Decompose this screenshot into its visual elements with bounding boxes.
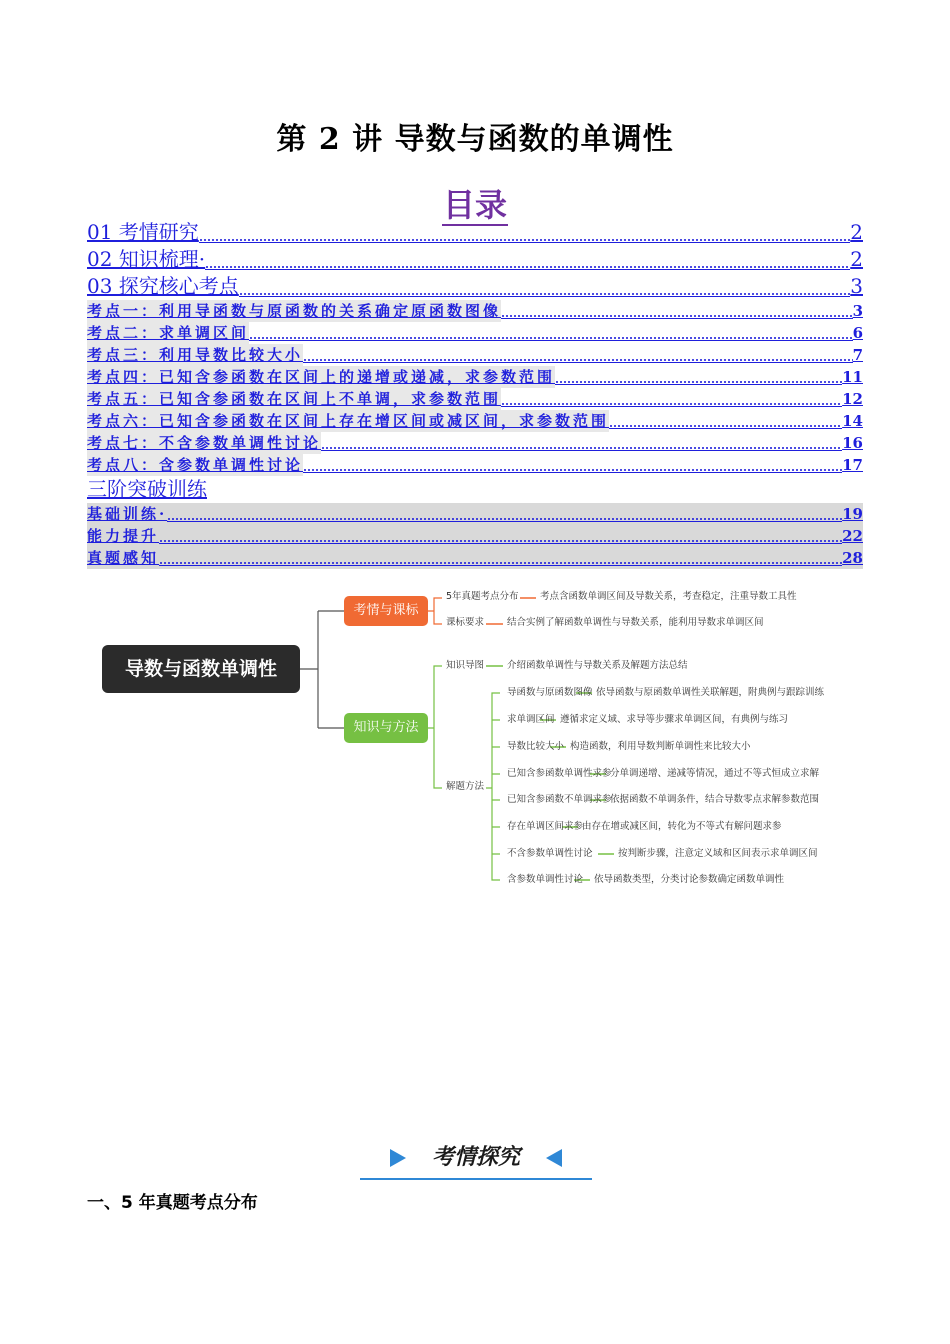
toc-entry-page: 2 <box>850 247 863 271</box>
toc-entry[interactable] <box>87 322 863 344</box>
toc-entry-page: 3 <box>852 302 863 320</box>
toc-entry-label: 考点二：求单调区间 <box>87 324 250 342</box>
toc-leader-dots <box>321 438 842 451</box>
mind-map <box>100 588 860 894</box>
toc-leader-dots <box>239 284 850 297</box>
mm-method-desc: 按判断步骤，注意定义域和区间表示求单调区间 <box>618 848 818 859</box>
toc-entry-page: 22 <box>842 527 863 545</box>
toc-entry-page: 12 <box>842 390 863 408</box>
toc-entry-page: 28 <box>842 549 863 567</box>
toc-entry-label: 考点三：利用导数比较大小 <box>87 346 304 364</box>
toc-entry[interactable] <box>87 300 863 322</box>
toc-entry-label: 考点一：利用导函数与原函数的关系确定原函数图像 <box>87 302 502 320</box>
mm-method-key: 导函数与原函数图像 <box>507 687 593 698</box>
mm-method-key: 导数比较大小 <box>507 741 565 752</box>
mm-method-desc: 由存在增或减区间，转化为不等式有解问题求参 <box>582 821 782 832</box>
toc-entry-label: 基础训练· <box>87 505 168 523</box>
toc-entry[interactable] <box>87 476 863 503</box>
mm-method-desc: 依导函数与原函数单调性关联解题，附典例与跟踪训练 <box>596 687 825 698</box>
toc-leader-dots <box>167 509 842 522</box>
toc-entry-page: 17 <box>842 456 863 474</box>
toc-entry-label: 能力提升 <box>87 527 160 545</box>
mm-method-desc: 构造函数，利用导数判断单调性来比较大小 <box>570 741 751 752</box>
toc-entry[interactable] <box>87 432 863 454</box>
toc-leader-dots <box>205 257 850 270</box>
toc-entry-page: 6 <box>852 324 863 342</box>
toc-leader-dots <box>555 372 842 385</box>
mm-method-key: 已知含参函数单调性求参 <box>507 768 612 779</box>
mm-b1-key-0: 5年真题考点分布 <box>446 591 519 602</box>
toc-entry-page: 11 <box>842 368 863 386</box>
mm-method-key: 存在单调区间求参 <box>507 821 584 832</box>
toc-entry-label: 考点七：不含参数单调性讨论 <box>87 434 322 452</box>
table-of-contents <box>87 219 863 569</box>
toc-entry-label: 02 知识梳理· <box>87 247 206 271</box>
toc-leader-dots <box>303 350 853 363</box>
toc-leader-dots <box>303 460 842 473</box>
toc-entry-page: 16 <box>842 434 863 452</box>
toc-leader-dots <box>249 328 853 341</box>
toc-entry-label: 三阶突破训练 <box>87 477 207 501</box>
mm-method-desc: 依据函数不单调条件，结合导数零点求解参数范围 <box>610 794 820 805</box>
mm-method-desc: 遵循求定义域、求导等步骤求单调区间，有典例与练习 <box>560 714 789 725</box>
toc-entry[interactable] <box>87 525 863 547</box>
mm-method-desc: 分单调递增、递减等情况，通过不等式恒成立求解 <box>610 768 820 779</box>
mm-b1-key-1: 课标要求 <box>446 617 485 628</box>
mm-method-key: 已知含参函数不单调求参 <box>507 794 612 805</box>
mm-b2-intro-desc: 介绍函数单调性与导数关系及解题方法总结 <box>507 660 688 671</box>
toc-entry[interactable] <box>87 454 863 476</box>
toc-leader-dots <box>199 230 850 243</box>
toc-entry-label: 考点五：已知含参函数在区间上不单调，求参数范围 <box>87 390 502 408</box>
toc-entry-page: 7 <box>852 346 863 364</box>
toc-entry-page: 2 <box>850 220 863 244</box>
mm-method-desc: 依导函数类型，分类讨论参数确定函数单调性 <box>594 874 785 885</box>
toc-entry-page: 19 <box>842 505 863 523</box>
mm-b1-desc-0: 考点含函数单调区间及导数关系，考查稳定，注重导数工具性 <box>540 591 797 602</box>
mm-b2-intro-key: 知识导图 <box>446 660 485 671</box>
toc-entry-label: 03 探究核心考点 <box>87 274 239 298</box>
mm-method-key: 不含参数单调性讨论 <box>507 848 593 859</box>
toc-entry-label: 真题感知 <box>87 549 160 567</box>
mind-map-root: 导数与函数单调性 <box>102 645 300 693</box>
toc-entry[interactable] <box>87 219 863 246</box>
toc-entry[interactable] <box>87 246 863 273</box>
mm-method-key: 含参数单调性讨论 <box>507 874 584 885</box>
play-left-icon <box>546 1149 562 1167</box>
mind-map-branch-knowledge: 知识与方法 <box>344 713 428 743</box>
mm-b2-methods-label: 解题方法 <box>446 781 485 792</box>
toc-entry[interactable] <box>87 344 863 366</box>
page-title: 第 2 讲 导数与函数的单调性 <box>276 122 674 157</box>
toc-entry[interactable] <box>87 410 863 432</box>
section-banner: 考情探究 <box>360 1136 592 1180</box>
toc-entry[interactable] <box>87 388 863 410</box>
toc-entry-label: 01 考情研究 <box>87 220 199 244</box>
toc-leader-dots <box>609 416 842 429</box>
toc-entry-page: 3 <box>850 274 863 298</box>
toc-entry-label: 考点八：含参数单调性讨论 <box>87 456 304 474</box>
toc-entry-label: 考点六：已知含参函数在区间上存在增区间或减区间，求参数范围 <box>87 412 610 430</box>
toc-entry-label: 考点四：已知含参函数在区间上的递增或递减，求参数范围 <box>87 368 556 386</box>
mm-method-key: 求单调区间 <box>507 714 555 725</box>
mm-b1-desc-1: 结合实例了解函数单调性与导数关系，能利用导数求单调区间 <box>507 617 764 628</box>
toc-heading: 目录 <box>442 186 507 224</box>
section-heading: 一、5 年真题考点分布 <box>87 1193 258 1213</box>
toc-entry[interactable] <box>87 273 863 300</box>
toc-leader-dots <box>501 306 853 319</box>
toc-leader-dots <box>159 531 842 544</box>
toc-entry[interactable] <box>87 503 863 525</box>
toc-entry-page: 14 <box>842 412 863 430</box>
mind-map-branch-exam: 考情与课标 <box>344 596 428 626</box>
toc-leader-dots <box>159 553 842 566</box>
toc-leader-dots <box>501 394 842 407</box>
toc-entry[interactable] <box>87 547 863 569</box>
toc-entry[interactable] <box>87 366 863 388</box>
